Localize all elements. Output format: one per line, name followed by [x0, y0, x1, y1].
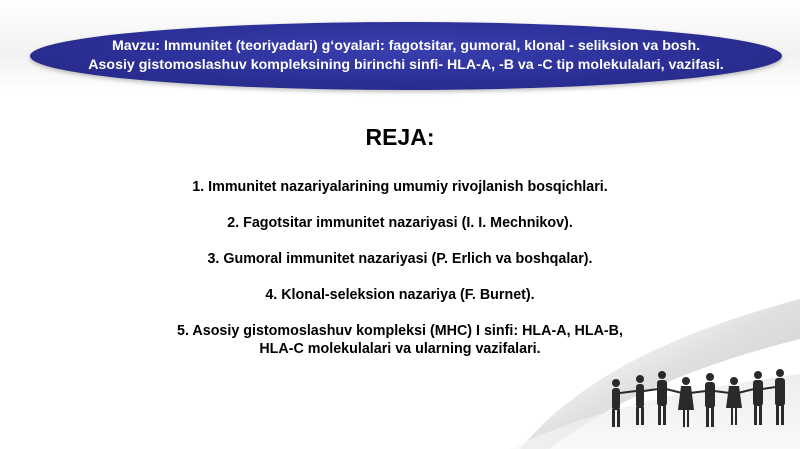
- plan-item-text-continued: HLA-C molekulalari va ularning vazifalari.: [259, 341, 541, 357]
- slide-title: [56, 37, 756, 75]
- plan-heading: REJA:: [365, 124, 435, 150]
- plan-item: [100, 178, 700, 196]
- plan-item-text: 2. Fagotsitar immunitet nazariyasi (I. I. Mechnikov).: [227, 215, 573, 231]
- plan-item-text: 3. Gumoral immunitet nazariyasi (P. Erlich va boshqalar).: [207, 251, 593, 267]
- plan-item: [100, 250, 700, 268]
- title-line-2: Asosiy gistomoslashuv kompleksining birinchi sinfi- HLA-A, -B va -C tip molekulalari, vazifasi.: [88, 57, 724, 73]
- people-silhouette-decoration: [510, 279, 800, 449]
- plan-item-text: 4. Klonal-seleksion nazariya (F. Burnet).: [265, 287, 535, 303]
- plan-item-text: 5. Asosiy gistomoslashuv kompleksi (MHC) I sinfi: HLA-A, HLA-B,: [177, 323, 623, 339]
- title-banner: [30, 22, 782, 90]
- plan-item-text: 1. Immunitet nazariyalarining umumiy rivojlanish bosqichlari.: [192, 179, 608, 195]
- title-line-1: Mavzu: Immunitet (teoriyadari) g‘oyalari: fagotsitar, gumoral, klonal - seliksion va bosh.: [111, 38, 701, 54]
- plan-item: [100, 214, 700, 232]
